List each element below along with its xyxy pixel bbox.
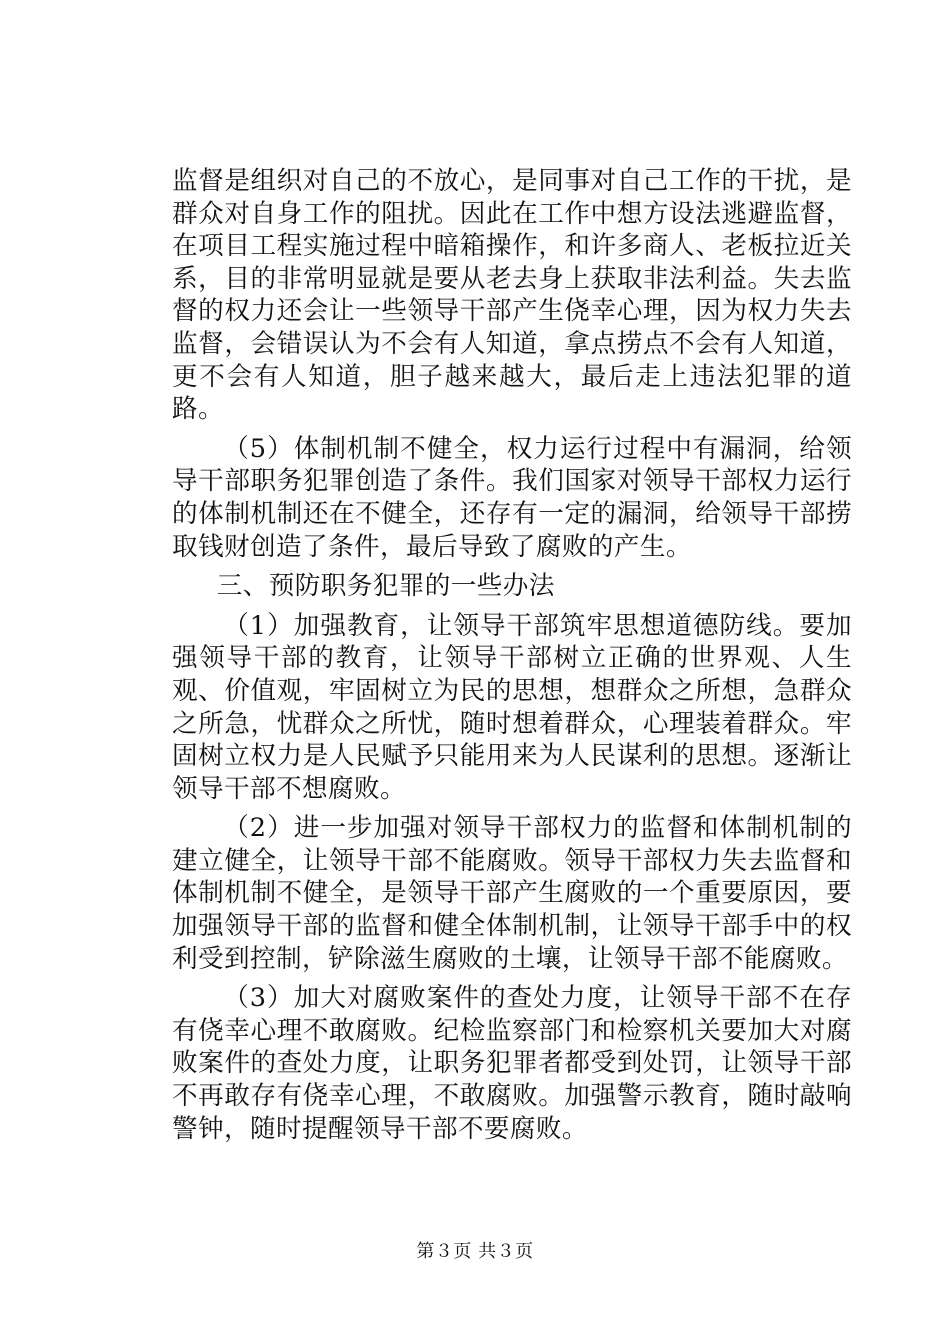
paragraph-continuation: 监督是组织对自己的不放心，是同事对自己工作的干扰，是群众对自身工作的阻扰。因此在工作中想方设法逃避监督，在项目工程实施过程中暗箱操作，和许多商人、老板拉近关系，目的非常明显就是要从老去身上获取非法利益。失去监督的权力还会让一些领导干部产生侥幸心理，因为权力失去监督，会错误认为不会有人知道，拿点捞点不会有人知道，更不会有人知道，胆子越来越大，最后走上违法犯罪的道路。	[172, 166, 852, 425]
document-body	[172, 165, 852, 1152]
section-heading-prevention: 三、预防职务犯罪的一些办法	[216, 571, 555, 602]
paragraph-measure-3: （3）加大对腐败案件的查处力度，让领导干部不在存有侥幸心理不敢腐败。纪检监察部门和检察机关要加大对腐败案件的查处力度，让职务犯罪者都受到处罚，让领导干部不再敢存有侥幸心理，不敢腐败。加强警示教育，随时敲响警钟，随时提醒领导干部不要腐败。	[172, 983, 852, 1144]
paragraph-measure-2: （2）进一步加强对领导干部权力的监督和体制机制的建立健全，让领导干部不能腐败。领导干部权力失去监督和体制机制不健全，是领导干部产生腐败的一个重要原因，要加强领导干部的监督和健全体制机制，让领导干部手中的权利受到控制，铲除滋生腐败的土壤，让领导干部不能腐败。	[172, 813, 852, 974]
paragraph-measure-1: （1）加强教育，让领导干部筑牢思想道德防线。要加强领导干部的教育，让领导干部树立正确的世界观、人生观、价值观，牢固树立为民的思想，想群众之所想，急群众之所急，忧群众之所忧，随时想着群众，心理装着群众。牢固树立权力是人民赋予只能用来为人民谋利的思想。逐渐让领导干部不想腐败。	[172, 610, 852, 804]
paragraph-cause-5: （5）体制机制不健全，权力运行过程中有漏洞，给领导干部职务犯罪创造了条件。我们国家对领导干部权力运行的体制机制还在不健全，还存有一定的漏洞，给领导干部捞取钱财创造了条件，最后导致了腐败的产生。	[172, 433, 852, 562]
page-number-footer: 第３页 共３页	[416, 1241, 534, 1262]
